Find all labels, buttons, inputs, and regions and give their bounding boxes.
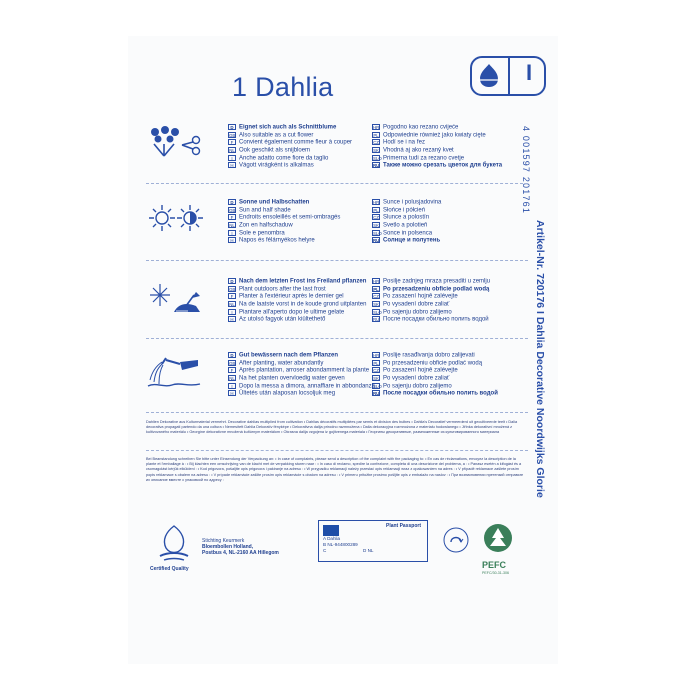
complaint-text: Bei Beanstandung schreiben Sie bitte unter Einsendung der Verpackung an: • In case of complaints, please send a description of the complaint with the packaging to: • En cas de réclamations, envoyez la description de la plante et l'emballage à : • Bij klachten een omschrijving van de klacht met de verpakking sturen naar : • In caso di reclamo, spedire la confezione, completa di una descrizione del problema, a : • Panasz esetén a kifogást és a csomagolást kérjük elküldeni : • Kod prigovora, pošaljite opis prigovora i pakiranje na adresu : • W przypadku reklamacji należy przesłać opis reklamacji wraz z opakowaniem na adres : • V případě reklamace zašlete prosím popis reklamace s obalem na adresu : • V prípade reklamácie zašlite prosím opis reklamácie s obalom na adresu : • V primeru pritožbe prosimo pošljite opis z embalažo na naslov : • При возникновении претензий отправьте их описание вместе с упаковкой по адресу : — [146, 457, 524, 482]
lang-line: I Anche adatto come fiore da taglio — [228, 155, 428, 163]
lang-line: H Ültetés után alaposan locsoljuk meg — [228, 390, 428, 398]
lang-line: HR Poslije rasađivanja dobro zalijevati — [373, 352, 475, 359]
barcode-digits: 4 001597 201761 — [521, 126, 531, 215]
product-title: 1 Dahlia — [232, 72, 334, 102]
plant-passport: Plant Passport A Dahlia B NL-944800289 C D NL — [318, 520, 428, 562]
lang-line: RU После посадки обильно полить водой — [373, 391, 498, 398]
section-divider — [146, 450, 528, 451]
certified-quality-label: Certified Quality — [150, 566, 189, 572]
lang-line: SLOSonce in polsenca — [373, 230, 433, 237]
pefc-label: PEFC — [482, 560, 507, 570]
recycling-icon — [442, 526, 470, 554]
bulb-icon — [474, 60, 504, 90]
planting-after-frost-icon — [146, 278, 204, 316]
lang-line: HR Posilje zadnjeg mraza presaditi u zemlju — [373, 278, 491, 285]
complaint-address: Stichting Keurmerk Bloembollen Holland, Postbus 4, NL-2160 AA Hillegom — [202, 538, 279, 556]
lang-line: PL Słońce i półcień — [373, 207, 426, 214]
lang-line: SK Po vysadení dobre zaliať — [373, 301, 450, 308]
lang-line: PL Po przesadzeniu obficie podlać wodą — [373, 360, 483, 367]
keurmerk-logo-icon — [156, 522, 192, 564]
lang-line: H Vágott virágként is alkalmas — [228, 162, 428, 170]
lang-line: PL Odpowiednie również jako kwiaty cięte — [373, 132, 486, 139]
section-divider — [146, 338, 528, 339]
lang-line: GB Also suitable as a cut flower — [229, 132, 314, 139]
lang-line: GB Plant outdoors after the last frost — [229, 286, 326, 293]
cut-flowers-scissors-icon — [146, 124, 204, 162]
bulb-size-indicator — [470, 56, 546, 96]
lang-line: SLOPo sajenju dobro zalijemo — [373, 383, 452, 390]
section-divider — [146, 412, 528, 413]
cultivation-text: Dahlien Dekorative aus Kulturmaterial vermehrt. Decorative dahlias multiplied from cultivation • Dahlias décoratifs multipliées par semis et division des bulbes • Dahlia's Decoratief vermeerderd uit gecultiveerde teelt • Dalia decorativa propagati partendo da una coltura • Nemesített Dahlia Dekoratív fényképe • Dekorativna dalija prirodno razmnožena • Dalia dekoracyjna rozmnożona z materiału hodowlanego • Jiřinka dekorativní množená z kultivovaného materiálu • Georgíne dekoratívne množená kultúrnym materiálom • Okrasna dalija vzgojena iz gojitvenega materiala • Георгины декоративные, размноженные из культивированного материала — [146, 420, 518, 435]
pefc-code: PEFC/30-31-306 — [482, 571, 509, 575]
lang-line: F Après plantation, arroser abondamment la plante — [228, 367, 428, 375]
lang-line: GB After planting, water abundantly — [229, 360, 324, 367]
lang-line: CZ Hodí se i na řez — [373, 139, 426, 146]
lang-line: H Napos és félárnyékos helyre — [228, 237, 428, 245]
sun-half-shade-icon — [146, 199, 204, 237]
lang-line: GB Sun and half shade — [229, 207, 291, 214]
lang-line: SK Vhodná aj ako rezaný kvet — [373, 147, 454, 154]
eu-flag-icon — [323, 525, 339, 536]
lang-line: I Sole e penombra — [228, 230, 428, 238]
lang-line: CZ Po zasazení hojně zalévejte — [373, 293, 458, 300]
lang-line: D Sonne und Halbschatten — [228, 199, 428, 207]
lang-line: RU После посадки обильно полить водой — [373, 317, 489, 324]
lang-line: SK Svetlo a polotieň — [373, 222, 428, 229]
lang-line: NL Ook geschikt als snijbloem — [229, 147, 311, 154]
certification-area — [146, 518, 526, 598]
lang-line: NL Zon en halfschaduw — [229, 222, 293, 229]
pefc-logo-icon — [478, 520, 518, 560]
lang-line: I Piantare all'aperto dopo le ultime gelate — [228, 309, 428, 317]
lang-line: HR Pogodno kao rezano cvijeće — [373, 124, 459, 131]
lang-line: NL Na de laatste vorst in de koude grond uitplanten — [229, 301, 367, 308]
lang-line: SLOPo sajenju dobro zalijemo — [373, 309, 452, 316]
lang-line: PL Po przesadzeniu obficie podlać wodą — [373, 286, 490, 293]
lang-line: CZ Slunce a polostín — [373, 214, 430, 221]
lang-line: D Eignet sich auch als Schnittblume — [228, 124, 428, 132]
section-divider — [146, 183, 528, 184]
lang-line: SLOPrimerna tudi za rezano cvetje — [373, 155, 465, 162]
lang-line: HR Sunce i polusjadovina — [373, 199, 442, 206]
article-number: Artikel-Nr. 720176 I Dahlia Decorative Noordwijks Glorie — [534, 220, 546, 498]
section-divider — [146, 260, 528, 261]
lang-line: D Nach dem letzten Frost ins Freiland pflanzen — [228, 278, 428, 286]
lang-line: H Az utolsó fagyok után kiültethető — [228, 316, 428, 324]
lang-line: F Endroits ensoleillés et semi-ombragés — [228, 214, 428, 222]
lang-line: RU Солнце и полутень — [373, 238, 441, 245]
lang-line: F Convient également comme fleur à couper — [228, 139, 428, 147]
lang-line: I Dopo la messa a dimora, annaffiare in abbondanza — [228, 383, 428, 391]
lang-line: SK Po vysadení dobre zaliať — [373, 375, 450, 382]
lang-line: NL Na het planten overvloedig water geven — [229, 375, 345, 382]
bulb-size-label: I — [525, 60, 533, 85]
lang-line: F Planter à l'extérieur après le dernier gel — [228, 293, 428, 301]
lang-line: RU Также можно срезать цветок для букета — [373, 163, 503, 170]
lang-line: CZ Po zasazení hojně zalévejte — [373, 367, 458, 374]
watering-can-icon — [146, 352, 204, 390]
lang-line: D Gut bewässern nach dem Pflanzen — [228, 352, 428, 360]
